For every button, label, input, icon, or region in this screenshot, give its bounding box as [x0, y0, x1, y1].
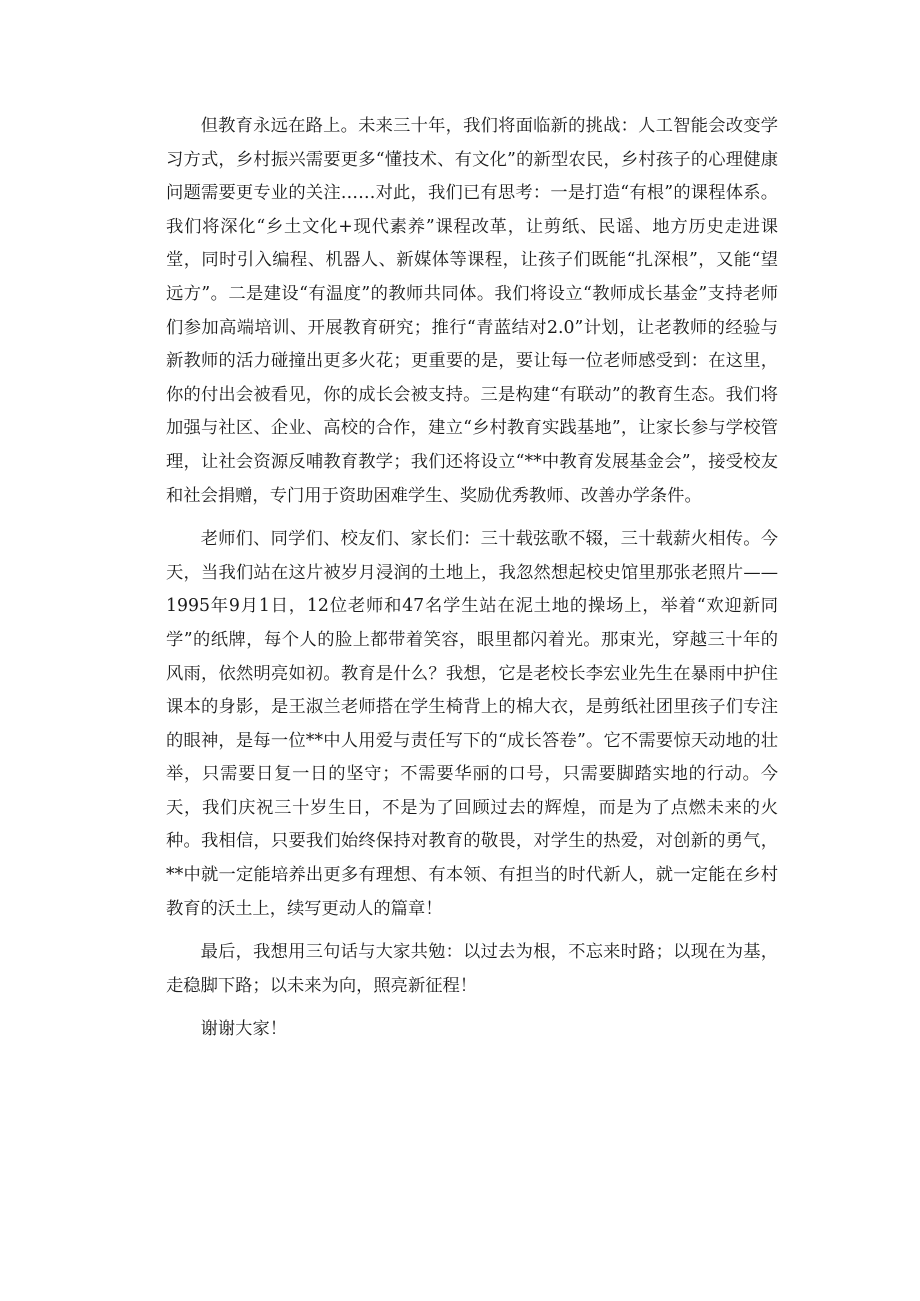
paragraph-closing-motto: 最后，我想用三句话与大家共勉：以过去为根，不忘来时路；以现在为基，走稳脚下路；以未来为向，照亮新征程！	[166, 942, 778, 996]
paragraph-thanks: 谢谢大家！	[200, 1019, 288, 1040]
document-body	[166, 110, 778, 1057]
paragraph-future-plans: 但教育永远在路上。未来三十年，我们将面临新的挑战：人工智能会改变学习方式，乡村振兴需要更多“懂技术、有文化”的新型农民，乡村孩子的心理健康问题需要更专业的关注……对此，我们已有思考：一是打造“有根”的课程体系。我们将深化“乡土文化+现代素养”课程改革，让剪纸、民谣、地方历史走进课堂，同时引入编程、机器人、新媒体等课程，让孩子们既能“扎深根”，又能“望远方”。二是建设“有温度”的教师共同体。我们将设立“教师成长基金”支持老师们参加高端培训、开展教育研究；推行“青蓝结对2.0”计划，让老教师的经验与新教师的活力碰撞出更多火花；更重要的是，要让每一位老师感受到：在这里，你的付出会被看见，你的成长会被支持。三是构建“有联动”的教育生态。我们将加强与社区、企业、高校的合作，建立“乡村教育实践基地”，让家长参与学校管理，让社会资源反哺教育教学；我们还将设立“**中教育发展基金会”，接受校友和社会捐赠，专门用于资助困难学生、奖励优秀教师、改善办学条件。	[166, 116, 778, 506]
paragraph-address-audience: 老师们、同学们、校友们、家长们：三十载弦歌不辍，三十载薪火相传。今天，当我们站在这片被岁月浸润的土地上，我忽然想起校史馆里那张老照片——1995年9月1日，12位老师和47名学生站在泥土地的操场上，举着“欢迎新同学”的纸牌，每个人的脸上都带着笑容，眼里都闪着光。那束光，穿越三十年的风雨，依然明亮如初。教育是什么？我想，它是老校长李宏业先生在暴雨中护住课本的身影，是王淑兰老师搭在学生椅背上的棉大衣，是剪纸社团里孩子们专注的眼神，是每一位**中人用爱与责任写下的“成长答卷”。它不需要惊天动地的壮举，只需要日复一日的坚守；不需要华丽的口号，只需要脚踏实地的行动。今天，我们庆祝三十岁生日，不是为了回顾过去的辉煌，而是为了点燃未来的火种。我相信，只要我们始终保持对教育的敬畏，对学生的热爱，对创新的勇气，**中就一定能培养出更多有理想、有本领、有担当的时代新人，就一定能在乡村教育的沃土上，续写更动人的篇章！	[166, 529, 778, 919]
